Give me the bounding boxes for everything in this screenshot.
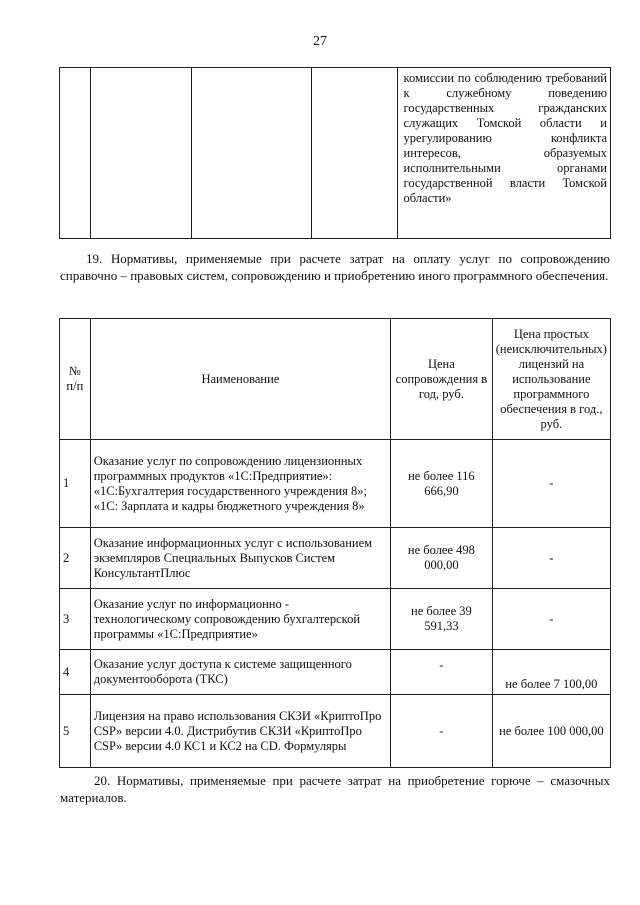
table-cell <box>90 68 192 239</box>
row-price-support: не более 498 000,00 <box>391 528 493 589</box>
row-name: Оказание услуг доступа к системе защищенного документооборота (ТКС) <box>90 650 390 695</box>
row-name: Оказание информационных услуг с использованием экземпляров Специальных Выпусков Систем КонсультантПлюс <box>90 528 390 589</box>
row-num: 3 <box>60 589 91 650</box>
table-row <box>60 440 611 528</box>
row-price-support: не более 39 591,33 <box>391 589 493 650</box>
software-norms-table <box>59 318 611 768</box>
row-num: 2 <box>60 528 91 589</box>
table-row <box>60 695 611 768</box>
header-name: Наименование <box>90 319 390 440</box>
table-cell <box>192 68 311 239</box>
row-price-support: - <box>391 650 493 695</box>
row-price-license: - <box>492 440 610 528</box>
header-price-license: Цена простых (неисключительных) лицензий на использование программного обеспечения в год., руб. <box>492 319 610 440</box>
row-price-support: не более 116 666,90 <box>391 440 493 528</box>
table-cell-text: комиссии по соблюдению требований к служебному поведению государственных гражданских служащих Томской области и урегулированию конфликта интересов, образуемых исполнительными органами государственной власти Томской области» <box>397 68 610 239</box>
paragraph-20: 20. Нормативы, применяемые при расчете затрат на приобретение горюче – смазочных материалов. <box>60 773 610 805</box>
row-name: Оказание услуг по сопровождению лицензионных программных продуктов «1С:Предприятие»: «1С:Бухгалтерия государственного учреждения 8»; «1С: Зарплата и кадры бюджетного учреждения 8» <box>90 440 390 528</box>
row-price-support: - <box>391 695 493 768</box>
row-num: 4 <box>60 650 91 695</box>
table-cell <box>311 68 397 239</box>
row-name: Оказание услуг по информационно - технологическому сопровождению бухгалтерской программы «1С:Предприятие» <box>90 589 390 650</box>
table-row <box>60 68 611 239</box>
row-num: 5 <box>60 695 91 768</box>
continued-table <box>59 67 611 239</box>
row-price-license: не более 7 100,00 <box>492 650 610 695</box>
row-num: 1 <box>60 440 91 528</box>
row-price-license: не более 100 000,00 <box>492 695 610 768</box>
row-price-license: - <box>492 528 610 589</box>
header-price-support: Цена сопровождения в год, руб. <box>391 319 493 440</box>
table-row <box>60 589 611 650</box>
table-cell <box>60 68 91 239</box>
table-header-row <box>60 319 611 440</box>
row-name: Лицензия на право использования СКЗИ «КриптоПро CSP» версии 4.0. Дистрибутив СКЗИ «КриптоПро CSP» версии 4.0 КС1 и КС2 на CD. Формуляры <box>90 695 390 768</box>
page-number: 27 <box>313 34 327 49</box>
table-row <box>60 528 611 589</box>
paragraph-19: 19. Нормативы, применяемые при расчете затрат на оплату услуг по сопровождению справочно – правовых систем, сопровождению и приобретению иного программного обеспечения. <box>60 251 610 283</box>
table-row <box>60 650 611 695</box>
row-price-license: - <box>492 589 610 650</box>
header-num: № п/п <box>60 319 91 440</box>
